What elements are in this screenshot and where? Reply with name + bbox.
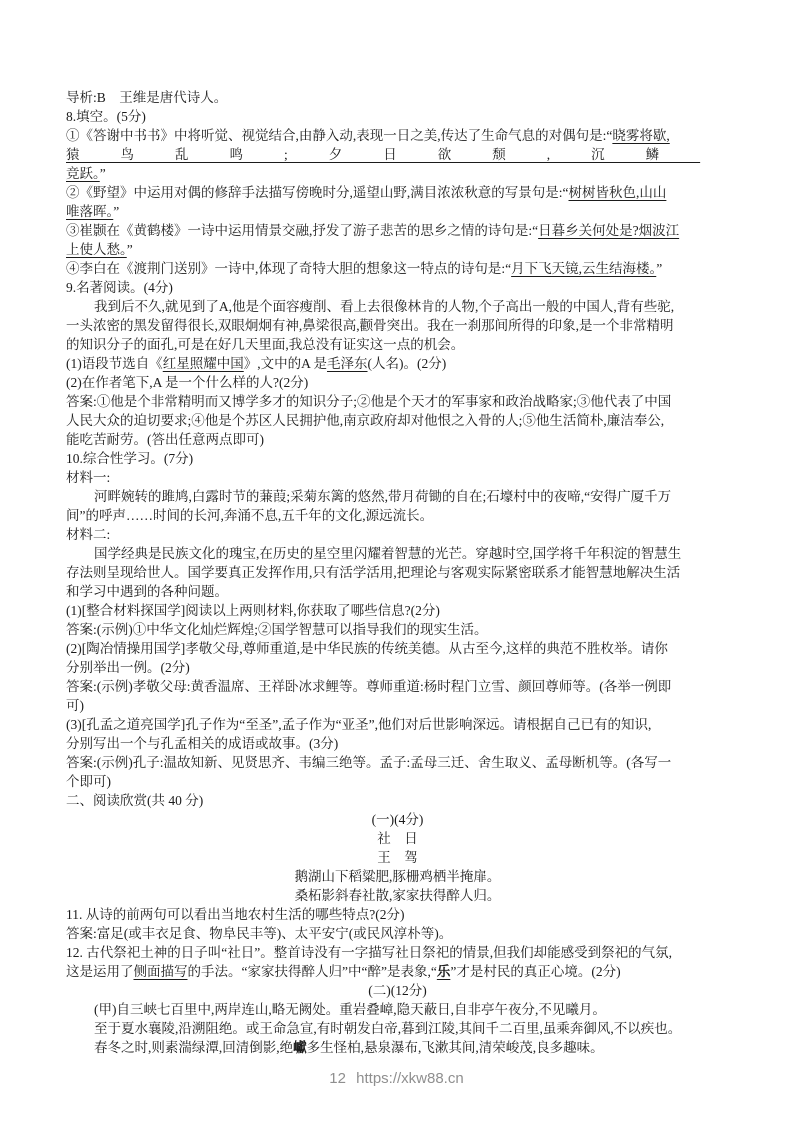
text-segment: ④李白在《渡荆门送别》一诗中,体现了奇特大胆的想象这一特点的诗句是:“ (66, 261, 512, 276)
text-segment: 8.填空。(5分) (66, 109, 146, 124)
text-line (66, 354, 729, 373)
text-segment: 材料一: (66, 470, 111, 485)
text-line (66, 316, 729, 335)
text-segment: (1)语段节选自《 (66, 356, 163, 371)
text-segment: 这是运用了 (66, 964, 134, 979)
text-segment: (3)[孔孟之道亮国学]孔子作为“至圣”,孟子作为“亚圣”,他们对后世影响深远。请根据自己已有的知识, (66, 717, 652, 732)
underlined-answer-text: 唯落晖。 (66, 204, 114, 219)
text-segment: 答案:①他是个非常精明而又博学多才的知识分子;②他是个天才的军事家和政治战略家;③他代表了中国 (66, 394, 672, 409)
text-line (66, 373, 729, 392)
text-segment: (人名)。(2分) (367, 356, 447, 371)
underlined-answer-text: 乐 (436, 964, 451, 979)
text-line (66, 411, 729, 430)
text-line (66, 962, 729, 981)
text-line (66, 734, 729, 753)
text-line (66, 240, 729, 259)
underlined-answer-text: 侧面描写 (133, 964, 188, 979)
text-segment: 桑柘影斜春社散,家家扶得醉人归。 (294, 888, 501, 903)
text-segment: ②《野望》中运用对偶的修辞手法描写傍晚时分,遥望山野,满目浓浓秋意的写景句是:“ (66, 185, 569, 200)
text-line (66, 126, 729, 145)
text-segment: 鹅湖山下稻粱肥,豚栅鸡栖半掩扉。 (294, 869, 501, 884)
text-segment: (甲)自三峡七百里中,两岸连山,略无阙处。重岩叠嶂,隐天蔽日,自非亭午夜分,不见曦月。 (94, 1002, 606, 1017)
text-segment: 9.名著阅读。(4分) (66, 280, 173, 295)
text-segment: 多生怪柏,悬泉瀑布,飞漱其间,清荣峻茂,良多趣味。 (306, 1040, 604, 1055)
text-line (66, 259, 729, 278)
underlined-answer-text: 晓雾将歇, (612, 128, 670, 143)
text-line (66, 1038, 729, 1057)
underlined-answer-text: 树树皆秋色,山山 (568, 185, 667, 200)
text-line (66, 297, 729, 316)
text-segment: 答案:(示例)孔子:温故知新、见贤思齐、韦编三绝等。孟子:孟母三迁、舍生取义、孟母断机等。(各写一 (66, 755, 672, 770)
text-segment: 人民大众的迫切要求;④他是个苏区人民拥护他,南京政府却对他恨之入骨的人;⑤他生活简朴,廉洁奉公, (66, 413, 665, 428)
text-segment: 个即可) (66, 774, 111, 789)
text-line (66, 88, 729, 107)
text-line (66, 487, 729, 506)
text-line (66, 886, 729, 905)
text-segment: 导析:B 王维是唐代诗人。 (66, 90, 228, 105)
text-line (66, 867, 729, 886)
text-line (66, 677, 729, 696)
text-segment: 10.综合性学习。(7分) (66, 451, 194, 466)
text-segment: ”才是村民的真正心境。(2分) (450, 964, 621, 979)
underlined-answer-text: 毛泽东 (327, 356, 368, 371)
text-line (66, 715, 729, 734)
text-segment: 我到后不久,就见到了A,他是个面容瘦削、看上去很像林肯的人物,个子高出一般的中国人,背有些驼, (94, 299, 675, 314)
text-line (66, 924, 729, 943)
text-line (66, 810, 729, 829)
text-segment: ” (126, 242, 133, 257)
text-line (66, 943, 729, 962)
text-segment: (1)[整合材料探国学]阅读以上两则材料,你获取了哪些信息?(2分) (66, 603, 440, 618)
text-line (66, 468, 729, 487)
text-line (66, 449, 729, 468)
text-line (66, 107, 729, 126)
text-segment: 分别写出一个与孔孟相关的成语或故事。(3分) (66, 736, 339, 751)
text-segment: ③崔颢在《黄鹤楼》一诗中运用情景交融,抒发了游子悲苦的思乡之情的诗句是:“ (66, 223, 539, 238)
text-segment: ” (113, 204, 120, 219)
text-line (66, 696, 729, 715)
text-segment: ” (656, 261, 663, 276)
footer-site-url: https://xkw88.cn (356, 1070, 464, 1087)
text-segment: 和学习中遇到的各种问题。 (66, 584, 228, 599)
text-segment: 至于夏水襄陵,沿溯阻绝。或王命急宣,有时朝发白帝,暮到江陵,其间千二百里,虽乘奔御风,不以疾也。 (94, 1021, 682, 1036)
text-line (66, 791, 729, 810)
footer-page-number: 12 (329, 1070, 346, 1087)
text-line (66, 506, 729, 525)
text-segment: 的手法。“家家扶得醉人归”中“醉”是表象,“ (187, 964, 437, 979)
text-segment: (二)(12分) (368, 983, 427, 998)
text-segment: 河畔婉转的雎鸠,白露时节的蒹葭;采菊东篱的悠然,带月荷锄的自在;石壕村中的夜啼,“安得广厦千万 (94, 489, 672, 504)
text-line (66, 392, 729, 411)
text-line (66, 848, 729, 867)
text-line (66, 335, 729, 354)
text-segment: 12. 古代祭祀土神的日子叫“社日”。整首诗没有一字描写社日祭祀的情景,但我们却能感受到祭祀的气氛, (66, 945, 672, 960)
text-line (66, 202, 729, 221)
text-segment: 答案:(示例)①中华文化灿烂辉煌;②国学智慧可以指导我们的现实生活。 (66, 622, 488, 637)
text-line (66, 430, 729, 449)
text-line (66, 772, 729, 791)
text-segment: (2)在作者笔下,A 是一个什么样的人?(2分) (66, 375, 309, 390)
text-line (66, 905, 729, 924)
text-line (66, 145, 729, 164)
text-line (66, 183, 729, 202)
text-line (66, 981, 729, 1000)
text-segment: (2)[陶冶情操用国学]孝敬父母,尊师重道,是中华民族的传统美德。从古至今,这样的典范不胜枚举。请你 (66, 641, 668, 656)
text-line (66, 525, 729, 544)
text-segment: 能吃苦耐劳。(答出任意两点即可) (66, 432, 264, 447)
text-line (66, 753, 729, 772)
text-line (66, 1000, 729, 1019)
text-line (66, 639, 729, 658)
text-segment: 可) (66, 698, 84, 713)
text-segment: 王 驾 (377, 850, 418, 865)
text-segment: 存法则呈现给世人。国学要真正发挥作用,只有活学活用,把理论与客观实际紧密联系才能智慧地解决生活 (66, 565, 681, 580)
underlined-answer-text: 月下飞天镜,云生结海楼。 (511, 261, 657, 276)
text-segment: 间”的呼声……时间的长河,奔涌不息,五千年的文化,源远流长。 (66, 508, 434, 523)
page-footer (0, 1070, 793, 1087)
text-segment: 社 日 (377, 831, 418, 846)
text-segment: (一)(4分) (371, 812, 424, 827)
text-line (66, 620, 729, 639)
text-segment: 国学经典是民族文化的瑰宝,在历史的星空里闪耀着智慧的光芒。穿越时空,国学将千年积淀的智慧生 (94, 546, 682, 561)
text-segment: 巘 (293, 1040, 307, 1055)
text-line (66, 221, 729, 240)
text-segment: 11. 从诗的前两句可以看出当地农村生活的哪些特点?(2分) (66, 907, 405, 922)
underlined-answer-text: 竞跃。 (66, 166, 100, 181)
text-segment: ” (99, 166, 106, 181)
text-line (66, 829, 729, 848)
text-segment: 答案:富足(或丰衣足食、物阜民丰等)、太平安宁(或民风淳朴等)。 (66, 926, 453, 941)
text-line (66, 278, 729, 297)
text-segment: 一头浓密的黑发留得很长,双眼炯炯有神,鼻梁很高,颧骨突出。我在一刹那间所得的印象,是一个非常精明 (66, 318, 674, 333)
text-segment: 的知识分子的面孔,可是在好几天里面,我总没有证实这一点的机会。 (66, 337, 465, 352)
text-segment: 》,文中的A 是 (243, 356, 328, 371)
text-line (66, 658, 729, 677)
text-line (66, 582, 729, 601)
text-line (66, 601, 729, 620)
underlined-answer-text: 红星照耀中国 (162, 356, 244, 371)
text-segment: 材料二: (66, 527, 111, 542)
text-segment: ①《答谢中书书》中将听觉、视觉结合,由静入动,表现一日之美,传达了生命气息的对偶句是:“ (66, 128, 613, 143)
text-line (66, 544, 729, 563)
text-segment: 二、阅读欣赏(共 40 分) (66, 793, 204, 808)
underlined-answer-text: 上使人愁。 (66, 242, 127, 257)
text-segment: 春冬之时,则素湍绿潭,回清倒影,绝 (94, 1040, 294, 1055)
document-body (66, 88, 729, 1057)
text-segment: 分别举出一例。(2分) (66, 660, 190, 675)
text-line (66, 1019, 729, 1038)
underlined-answer-text: 猿鸟乱鸣;夕日欲颓,沉鳞 (66, 147, 701, 162)
text-line (66, 164, 729, 183)
underlined-answer-text: 日暮乡关何处是?烟波江 (538, 223, 680, 238)
text-line (66, 563, 729, 582)
text-segment: 答案:(示例)孝敬父母:黄香温席、王祥卧冰求鲤等。尊师重道:杨时程门立雪、颜回尊师等。(各举一例即 (66, 679, 672, 694)
